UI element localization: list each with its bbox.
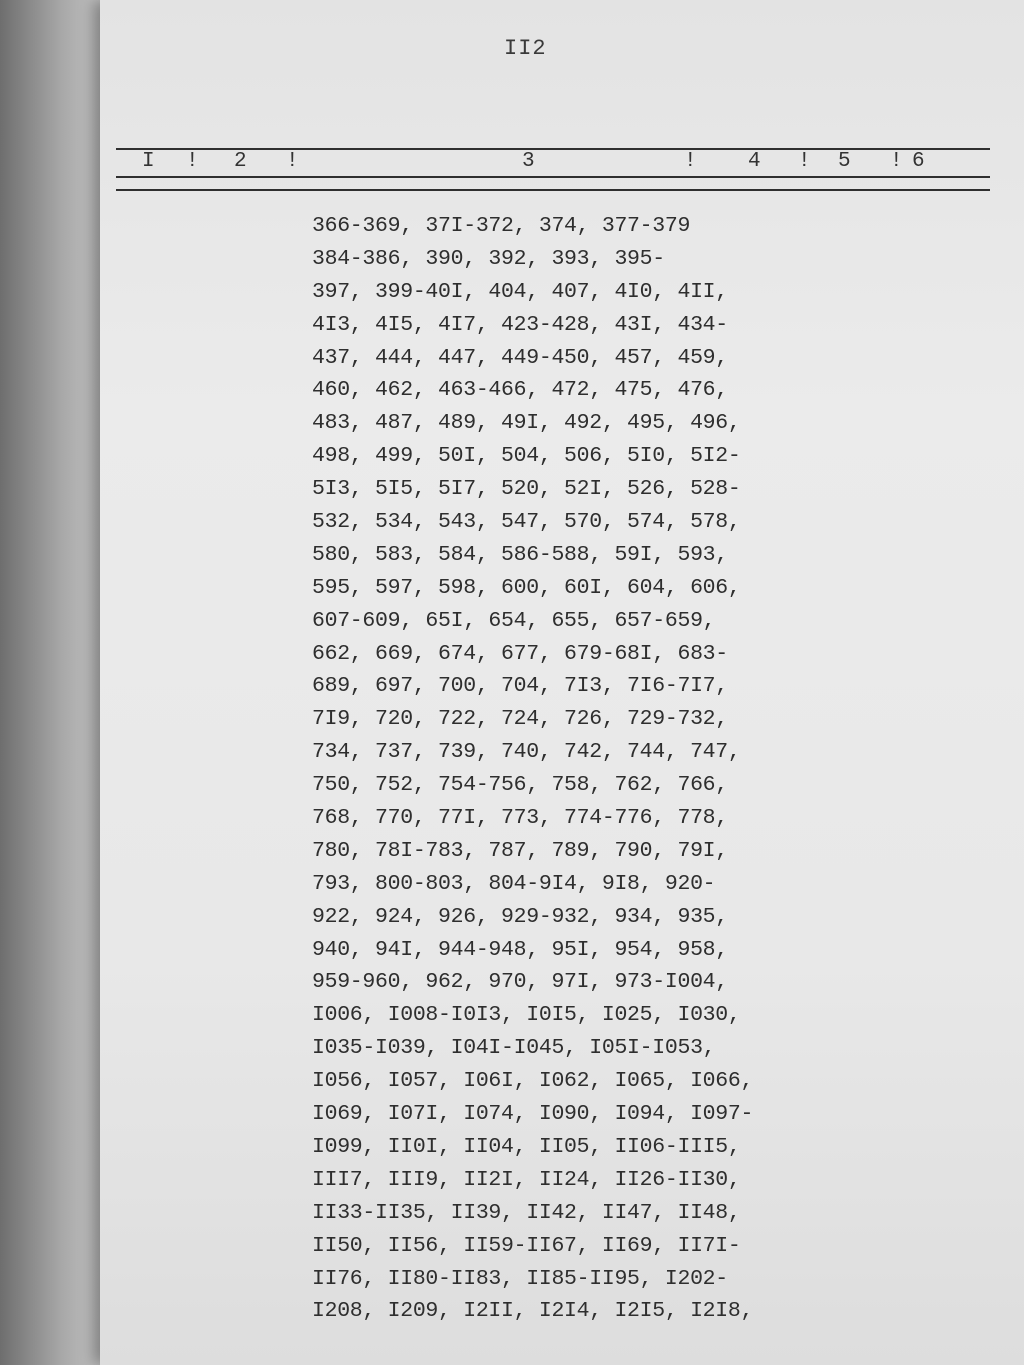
column-separator: ! bbox=[186, 150, 199, 173]
entry-line: 750, 752, 754-756, 758, 762, 766, bbox=[312, 773, 728, 798]
entry-line: I056, I057, I06I, I062, I065, I066, bbox=[312, 1069, 754, 1094]
column-header-1: I bbox=[142, 150, 155, 173]
entry-line: II50, II56, II59-II67, II69, II7I- bbox=[312, 1233, 741, 1258]
entry-line: 4I3, 4I5, 4I7, 423-428, 43I, 434- bbox=[312, 312, 728, 337]
column-header-4: 4 bbox=[748, 150, 761, 173]
entry-line: I035-I039, I04I-I045, I05I-I053, bbox=[312, 1036, 716, 1061]
entry-line: 437, 444, 447, 449-450, 457, 459, bbox=[312, 345, 728, 370]
entry-line: III7, III9, II2I, II24, II26-II30, bbox=[312, 1167, 741, 1192]
column-header-3: 3 bbox=[522, 150, 535, 173]
entry-line: II76, II80-II83, II85-II95, I202- bbox=[312, 1266, 728, 1291]
entry-line: I069, I07I, I074, I090, I094, I097- bbox=[312, 1102, 754, 1127]
entry-line: 595, 597, 598, 600, 60I, 604, 606, bbox=[312, 575, 741, 600]
entry-line: 532, 534, 543, 547, 570, 574, 578, bbox=[312, 510, 741, 535]
column-separator: ! bbox=[286, 150, 299, 173]
entry-line: 780, 78I-783, 787, 789, 790, 79I, bbox=[312, 838, 728, 863]
entry-line: 607-609, 65I, 654, 655, 657-659, bbox=[312, 608, 716, 633]
entry-line: 940, 94I, 944-948, 95I, 954, 958, bbox=[312, 937, 728, 962]
entry-line: 580, 583, 584, 586-588, 59I, 593, bbox=[312, 542, 728, 567]
entry-line: 5I3, 5I5, 5I7, 520, 52I, 526, 528- bbox=[312, 477, 741, 502]
entry-line: 483, 487, 489, 49I, 492, 495, 496, bbox=[312, 411, 741, 436]
entry-line: 498, 499, 50I, 504, 506, 5I0, 5I2- bbox=[312, 444, 741, 469]
column-separator: ! bbox=[684, 150, 697, 173]
column-separator: ! bbox=[798, 150, 811, 173]
entry-line: 689, 697, 700, 704, 7I3, 7I6-7I7, bbox=[312, 674, 728, 699]
entry-line: I099, II0I, II04, II05, II06-III5, bbox=[312, 1134, 741, 1159]
column-header-row bbox=[0, 150, 1024, 176]
column-header-6: 6 bbox=[912, 150, 925, 173]
entry-line: 959-960, 962, 970, 97I, 973-I004, bbox=[312, 970, 728, 995]
entry-line: 460, 462, 463-466, 472, 475, 476, bbox=[312, 378, 728, 403]
entry-line: 793, 800-803, 804-9I4, 9I8, 920- bbox=[312, 871, 716, 896]
entry-line: I208, I209, I2II, I2I4, I2I5, I2I8, bbox=[312, 1299, 754, 1324]
entry-line: 397, 399-40I, 404, 407, 4I0, 4II, bbox=[312, 279, 728, 304]
header-rule-bottom bbox=[116, 189, 990, 191]
column-header-5: 5 bbox=[838, 150, 851, 173]
header-rule-middle bbox=[116, 176, 990, 178]
entry-line: 366-369, 37I-372, 374, 377-379 bbox=[312, 214, 691, 238]
entry-line: 734, 737, 739, 740, 742, 744, 747, bbox=[312, 740, 741, 765]
column-header-2: 2 bbox=[234, 150, 247, 173]
entry-line: 662, 669, 674, 677, 679-68I, 683- bbox=[312, 641, 728, 666]
entry-line: I006, I008-I0I3, I0I5, I025, I030, bbox=[312, 1003, 741, 1028]
page-number: II2 bbox=[504, 36, 547, 61]
binding-shadow bbox=[0, 0, 112, 1365]
column-separator: ! bbox=[890, 150, 903, 173]
entry-line: 384-386, 390, 392, 393, 395- bbox=[312, 246, 665, 271]
column-3-entries bbox=[312, 210, 782, 1328]
entry-line: 768, 770, 77I, 773, 774-776, 778, bbox=[312, 806, 728, 831]
entry-line: II33-II35, II39, II42, II47, II48, bbox=[312, 1200, 741, 1225]
entry-line: 922, 924, 926, 929-932, 934, 935, bbox=[312, 904, 728, 929]
entry-line: 7I9, 720, 722, 724, 726, 729-732, bbox=[312, 707, 728, 732]
